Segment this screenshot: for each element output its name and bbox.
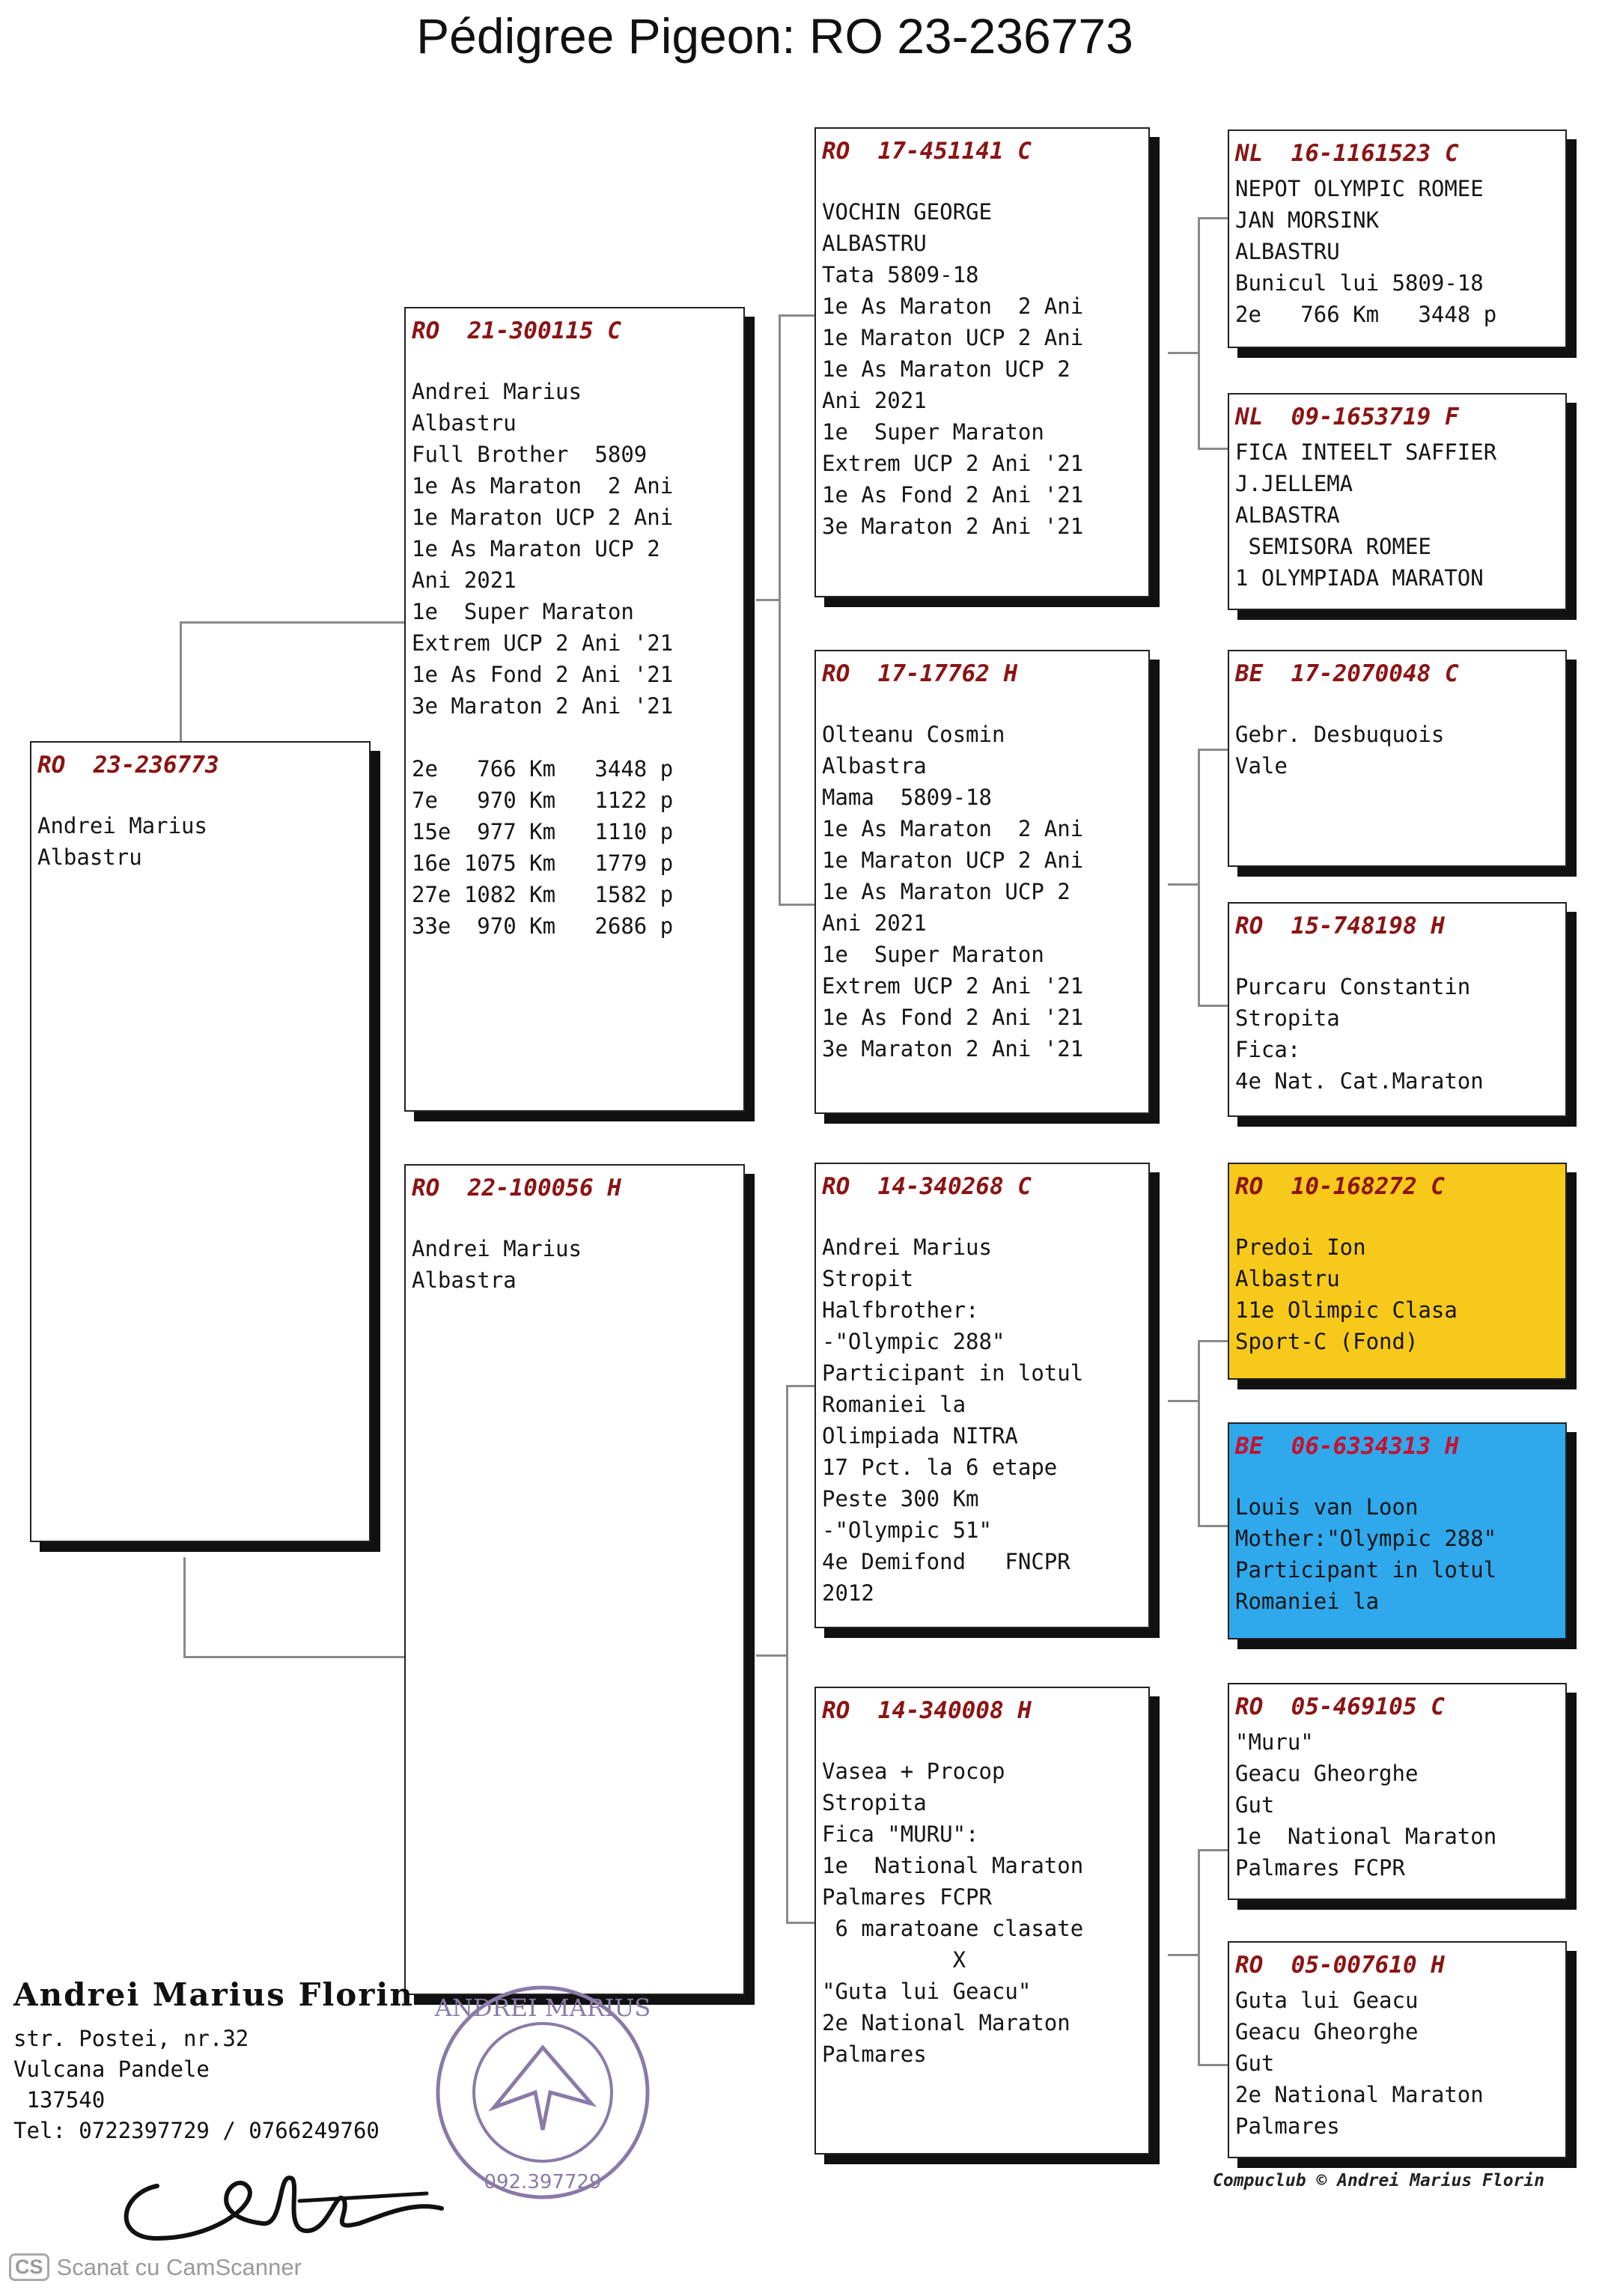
- stamp-logo: [430, 1980, 655, 2208]
- connector: [1198, 1849, 1228, 1851]
- card-line: Andrei Marius: [37, 813, 207, 838]
- signature: [112, 2156, 464, 2256]
- card-line: Palmares: [822, 2041, 927, 2067]
- card-line: -"Olympic 51": [822, 1517, 992, 1543]
- ring-number: RO 23-236773: [37, 752, 219, 779]
- card-line: Ani 2021: [822, 910, 927, 936]
- ring-number: RO 17-17762 H: [822, 660, 1018, 687]
- race-result: 7e 970 Km 1122 p: [412, 788, 674, 813]
- card-line: Tata 5809-18: [822, 262, 979, 287]
- card-line: 1e Maraton UCP 2 Ani: [822, 847, 1084, 873]
- ring-number: RO 10-168272 C: [1235, 1173, 1445, 1200]
- ring-number: RO 05-007610 H: [1235, 1952, 1445, 1979]
- card-line: ALBASTRU: [1235, 239, 1340, 264]
- card-line: Gebr. Desbuquois: [1235, 722, 1445, 747]
- card-line: Ani 2021: [822, 388, 927, 413]
- card-line: VOCHIN GEORGE: [822, 199, 992, 225]
- owner-address-line: Vulcana Pandele: [13, 2056, 210, 2082]
- card-line: 1e Super Maraton: [412, 599, 634, 624]
- card-line: 4e Demifond FNCPR: [822, 1549, 1070, 1574]
- pigeon-card-ffm: [1228, 393, 1567, 610]
- card-line: Purcaru Constantin: [1235, 974, 1471, 999]
- connector: [1198, 1340, 1200, 1527]
- card-line: 1e As Maraton 2 Ani: [412, 473, 674, 499]
- card-line: Olimpiada NITRA: [822, 1423, 1018, 1449]
- connector: [786, 1385, 814, 1387]
- card-line: 1e National Maraton: [822, 1853, 1084, 1878]
- pigeon-card-mmf: [1228, 1683, 1567, 1900]
- card-line: 2012: [822, 1580, 874, 1606]
- stamp-text: ANDREI MARIUS: [434, 1994, 651, 2022]
- ring-number: RO 21-300115 C: [412, 317, 621, 344]
- card-line: Extrem UCP 2 Ani '21: [822, 973, 1084, 999]
- pigeon-card-paternal-grandmother: [814, 650, 1150, 1114]
- connector: [180, 621, 404, 624]
- ring-number: RO 14-340008 H: [822, 1697, 1032, 1724]
- card-line: 1e Super Maraton: [822, 419, 1044, 445]
- ring-number: RO 17-451141 C: [822, 138, 1032, 165]
- copyright-text: Compuclub © Andrei Marius Florin: [1213, 2171, 1545, 2190]
- card-line: Geacu Gheorghe: [1235, 2019, 1419, 2044]
- owner-info: [13, 1976, 414, 2146]
- card-line: 2e National Maraton: [822, 2010, 1070, 2035]
- card-line: NEPOT OLYMPIC ROMEE: [1235, 176, 1484, 201]
- ring-number: RO 05-469105 C: [1235, 1693, 1445, 1720]
- connector: [1198, 1849, 1200, 2066]
- card-line: Mother:"Olympic 288": [1235, 1526, 1497, 1551]
- race-result: 15e 977 Km 1110 p: [412, 819, 674, 844]
- race-result: 16e 1075 Km 1779 p: [412, 850, 674, 876]
- card-line: ALBASTRA: [1235, 502, 1340, 528]
- card-line: 3e Maraton 2 Ani '21: [412, 693, 674, 719]
- card-line: Stropita: [822, 1790, 927, 1815]
- connector: [183, 1656, 404, 1658]
- card-line: Albastra: [822, 753, 927, 779]
- connector: [1168, 352, 1200, 354]
- card-line: J.JELLEMA: [1235, 471, 1353, 496]
- connector: [1198, 217, 1200, 449]
- card-line: Palmares FCPR: [1235, 1855, 1405, 1881]
- connector: [779, 314, 781, 906]
- connector: [1198, 1005, 1228, 1007]
- pigeon-card-fmf: [1228, 650, 1567, 867]
- race-result: 2e 766 Km 3448 p: [412, 756, 674, 782]
- card-line: 6 maratoane clasate: [822, 1916, 1084, 1941]
- connector: [1198, 2064, 1228, 2066]
- card-line: Ani 2021: [412, 567, 517, 593]
- pigeon-card-paternal-grandfather: [814, 127, 1150, 597]
- ring-number: RO 22-100056 H: [412, 1175, 621, 1202]
- card-line: Albastru: [412, 410, 517, 436]
- card-line: 1e National Maraton: [1235, 1824, 1497, 1849]
- card-line: 1e Super Maraton: [822, 942, 1044, 967]
- card-line: Andrei Marius: [822, 1234, 992, 1260]
- connector: [779, 904, 814, 906]
- card-line: 1e As Maraton 2 Ani: [822, 293, 1084, 319]
- card-line: X: [822, 1947, 966, 1973]
- card-line: 2e 766 Km 3448 p: [1235, 302, 1497, 327]
- pigeon-card-maternal-grandfather: [814, 1163, 1150, 1628]
- card-line: Vale: [1235, 753, 1288, 779]
- card-line: 1e As Maraton UCP 2: [412, 536, 660, 561]
- stamp-number: 092.397729: [484, 2171, 602, 2193]
- card-line: Palmares FCPR: [822, 1884, 992, 1910]
- pigeon-card-mmm: [1228, 1941, 1567, 2158]
- card-line: Albastra: [412, 1267, 517, 1293]
- card-line: Peste 300 Km: [822, 1486, 979, 1511]
- card-line: Halfbrother:: [822, 1297, 979, 1323]
- connector: [1168, 883, 1200, 886]
- card-line: 1e As Maraton UCP 2: [822, 356, 1070, 382]
- card-line: Albastru: [37, 844, 142, 870]
- connector: [180, 621, 182, 741]
- card-line: ALBASTRU: [822, 231, 927, 256]
- card-line: "Muru": [1235, 1729, 1314, 1755]
- card-line: Extrem UCP 2 Ani '21: [412, 630, 674, 656]
- ring-number: RO 14-340268 C: [822, 1173, 1032, 1200]
- card-line: Palmares: [1235, 2113, 1340, 2139]
- ring-number: BE 06-6334313 H: [1235, 1433, 1459, 1460]
- card-line: 4e Nat. Cat.Maraton: [1235, 1068, 1484, 1094]
- card-line: Predoi Ion: [1235, 1234, 1366, 1260]
- connector: [1198, 1340, 1228, 1342]
- pigeon-card-mother: [404, 1164, 745, 1995]
- card-line: SEMISORA ROMEE: [1235, 534, 1431, 559]
- card-line: 1e As Fond 2 Ani '21: [822, 1005, 1084, 1030]
- connector: [786, 1922, 814, 1924]
- card-line: Romaniei la: [1235, 1589, 1380, 1614]
- ring-number: RO 15-748198 H: [1235, 913, 1445, 940]
- card-line: Stropit: [822, 1266, 914, 1291]
- card-line: "Guta lui Geacu": [822, 1979, 1032, 2004]
- connector: [1168, 1400, 1200, 1402]
- card-line: Extrem UCP 2 Ani '21: [822, 451, 1084, 476]
- card-line: Participant in lotul: [822, 1360, 1084, 1386]
- card-line: 3e Maraton 2 Ani '21: [822, 1036, 1084, 1062]
- card-line: 1e As Fond 2 Ani '21: [822, 482, 1084, 508]
- card-line: 1 OLYMPIADA MARATON: [1235, 565, 1484, 591]
- owner-address-line: str. Postei, nr.32: [13, 2026, 249, 2051]
- race-result: 27e 1082 Km 1582 p: [412, 882, 674, 907]
- card-line: Sport-C (Fond): [1235, 1329, 1419, 1354]
- card-line: Louis van Loon: [1235, 1494, 1419, 1520]
- card-line: 1e As Maraton UCP 2: [822, 879, 1070, 904]
- card-line: Participant in lotul: [1235, 1557, 1497, 1583]
- card-line: Andrei Marius: [412, 1236, 582, 1261]
- card-line: Fica:: [1235, 1037, 1301, 1062]
- card-line: 2e National Maraton: [1235, 2082, 1484, 2107]
- connector: [756, 599, 781, 601]
- card-line: FICA INTEELT SAFFIER: [1235, 439, 1497, 465]
- card-line: Geacu Gheorghe: [1235, 1761, 1419, 1786]
- scanner-label: Scanat cu CamScanner: [56, 2253, 302, 2280]
- card-line: Romaniei la: [822, 1392, 966, 1417]
- connector: [1198, 749, 1200, 1007]
- card-line: Vasea + Procop: [822, 1758, 1005, 1784]
- card-line: Olteanu Cosmin: [822, 722, 1005, 747]
- card-line: 1e Maraton UCP 2 Ani: [822, 325, 1084, 350]
- connector: [1198, 1525, 1228, 1527]
- card-line: 1e As Fond 2 Ani '21: [412, 662, 674, 687]
- ring-number: BE 17-2070048 C: [1235, 660, 1459, 687]
- pigeon-card-fff: [1228, 130, 1567, 348]
- page-title: Pédigree Pigeon: RO 23-236773: [416, 8, 1133, 64]
- card-line: Guta lui Geacu: [1235, 1988, 1419, 2013]
- pigeon-card-fmm: [1228, 902, 1567, 1117]
- ring-number: NL 16-1161523 C: [1235, 140, 1459, 167]
- card-line: 17 Pct. la 6 etape: [822, 1455, 1058, 1480]
- card-line: Gut: [1235, 1792, 1275, 1818]
- card-line: 3e Maraton 2 Ani '21: [822, 514, 1084, 539]
- owner-phone: Tel: 0722397729 / 0766249760: [13, 2118, 380, 2143]
- card-line: 1e As Maraton 2 Ani: [822, 816, 1084, 841]
- card-line: Stropita: [1235, 1005, 1340, 1031]
- pigeon-card-subject: [30, 741, 371, 1542]
- card-line: Andrei Marius: [412, 379, 582, 404]
- card-line: Bunicul lui 5809-18: [1235, 270, 1484, 296]
- card-line: 11e Olimpic Clasa: [1235, 1297, 1458, 1323]
- connector: [1198, 217, 1228, 219]
- pigeon-card-maternal-grandmother: [814, 1687, 1150, 2155]
- connector: [756, 1654, 788, 1657]
- connector: [1198, 749, 1228, 751]
- camscanner-logo-icon: CS: [9, 2253, 49, 2281]
- race-result: 33e 970 Km 2686 p: [412, 913, 674, 939]
- connector: [1198, 448, 1228, 450]
- scanner-watermark: [9, 2253, 302, 2281]
- owner-name: Andrei Marius Florin: [13, 1976, 414, 2013]
- card-line: JAN MORSINK: [1235, 207, 1380, 233]
- pigeon-card-mfm: [1228, 1422, 1567, 1639]
- connector: [1168, 1954, 1200, 1956]
- card-line: Fica "MURU":: [822, 1821, 979, 1847]
- ring-number: NL 09-1653719 F: [1235, 404, 1459, 430]
- pigeon-card-father: [404, 307, 745, 1112]
- card-line: 1e Maraton UCP 2 Ani: [412, 505, 674, 530]
- card-line: Full Brother 5809: [412, 442, 648, 467]
- owner-address-line: 137540: [13, 2087, 106, 2113]
- connector: [183, 1557, 186, 1658]
- card-line: Gut: [1235, 2050, 1275, 2076]
- pigeon-card-mff: [1228, 1163, 1567, 1380]
- card-line: Albastru: [1235, 1266, 1340, 1291]
- connector: [779, 314, 814, 317]
- card-line: Mama 5809-18: [822, 785, 992, 810]
- card-line: -"Olympic 288": [822, 1329, 1005, 1354]
